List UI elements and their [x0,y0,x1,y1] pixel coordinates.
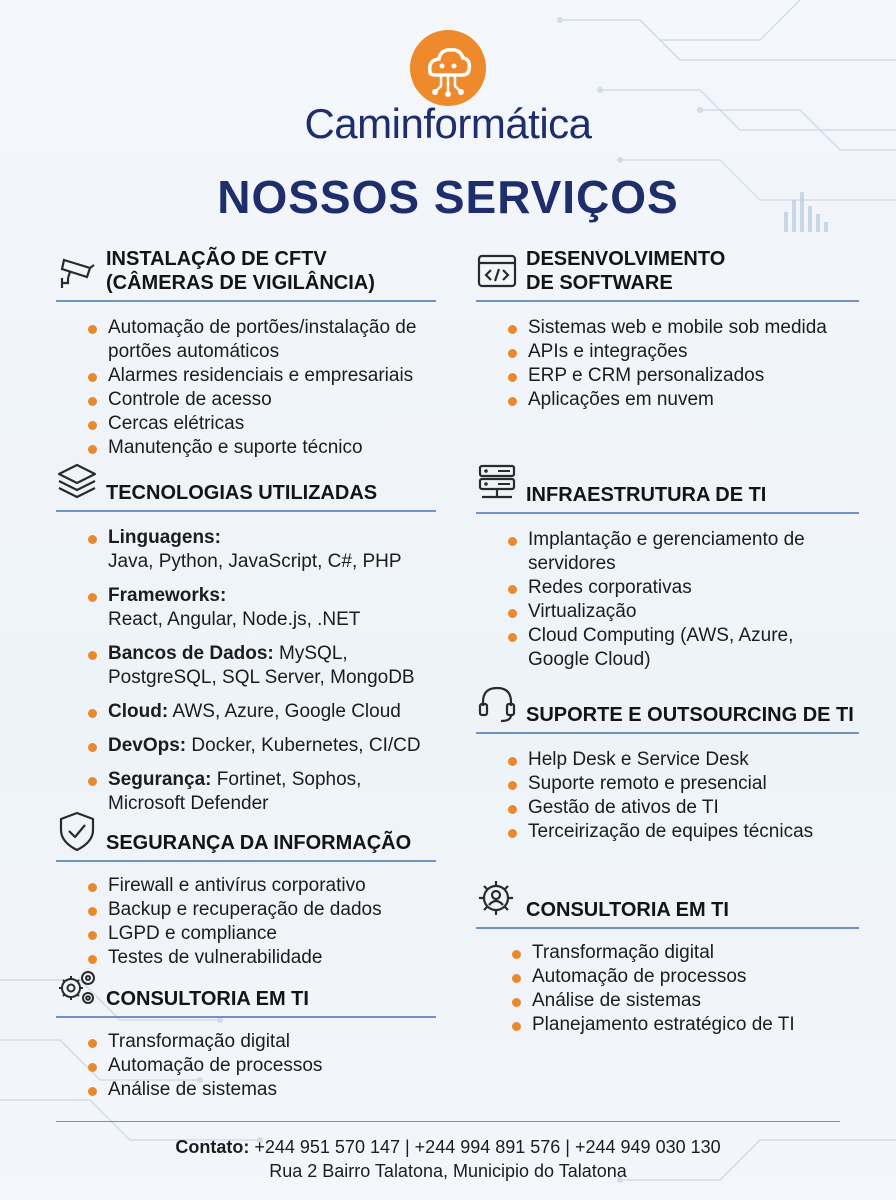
technology-list [56,526,433,816]
list-item: Virtualização [508,600,838,624]
section-title: TECNOLOGIAS UTILIZADAS [106,482,378,504]
cloud-circuit-logo-icon [408,28,488,108]
list-item: Automação de processos [512,965,859,989]
gear-person-icon [476,877,518,919]
layers-icon [56,460,98,502]
list-item: Bancos de Dados: MySQL, PostgreSQL, SQL Server, MongoDB [88,642,433,690]
list-item: Firewall e antivírus corporativo [88,874,436,898]
section-header [476,458,859,514]
shield-check-icon [56,810,98,852]
service-list [476,528,838,672]
code-window-icon [476,250,518,292]
list-item: Frameworks: React, Angular, Node.js, .NET [88,584,433,632]
section-cftv [56,246,436,460]
list-item: Cloud Computing (AWS, Azure, Google Cloud) [508,624,838,672]
list-item: Linguagens: Java, Python, JavaScript, C#, PHP [88,526,433,574]
section-suporte [476,678,859,844]
service-list [476,941,859,1037]
list-item: Análise de sistemas [512,989,859,1013]
section-software [476,246,859,412]
list-item: Cercas elétricas [88,412,436,436]
section-title: CONSULTORIA EM TI [106,988,309,1010]
page-title: NOSSOS SERVIÇOS [217,171,679,223]
service-list [476,748,859,844]
list-item: Redes corporativas [508,576,838,600]
section-header [56,806,436,862]
section-header [56,246,436,302]
footer-divider [56,1121,840,1122]
service-list [56,1030,436,1102]
list-item: LGPD e compliance [88,922,436,946]
list-item: ERP e CRM personalizados [508,364,859,388]
list-item: Automação de processos [88,1054,436,1078]
server-rack-icon [476,462,518,504]
list-item: Sistemas web e mobile sob medida [508,316,859,340]
list-item: Alarmes residenciais e empresariais [88,364,436,388]
list-item: Suporte remoto e presencial [508,772,859,796]
section-header [476,873,859,929]
section-header [56,962,436,1018]
list-item: Terceirização de equipes técnicas [508,820,859,844]
list-item: Automação de portões/instalação de portões automáticos [88,316,436,364]
list-item: Planejamento estratégico de TI [512,1013,859,1037]
list-item: Gestão de ativos de TI [508,796,859,820]
gears-icon [56,966,98,1008]
section-infraestrutura [476,458,859,672]
list-item: Análise de sistemas [88,1078,436,1102]
list-item: Controle de acesso [88,388,436,412]
section-title: SUPORTE E OUTSOURCING DE TI [526,704,854,726]
list-item: Testes de vulnerabilidade [88,946,436,970]
section-title: INSTALAÇÃO DE CFTV (CÂMERAS DE VIGILÂNCIA) [106,248,375,294]
section-consultoria-left [56,962,436,1102]
address-line: Rua 2 Bairro Talatona, Municipio do Talatona [269,1161,627,1181]
list-item: Cloud: AWS, Azure, Google Cloud [88,700,433,724]
brand-name: Caminformática [304,100,592,147]
service-list [56,316,436,460]
service-list [56,874,436,970]
list-item: Aplicações em nuvem [508,388,859,412]
section-header [56,456,436,512]
section-title: CONSULTORIA EM TI [526,899,729,921]
list-item: Backup e recuperação de dados [88,898,436,922]
section-header [476,246,859,302]
section-header [476,678,859,734]
section-title: SEGURANÇA DA INFORMAÇÃO [106,832,412,854]
contact-line: Contato: +244 951 570 147 | +244 994 891 576 | +244 949 030 130 [175,1137,721,1157]
service-list [476,316,859,412]
section-title: DESENVOLVIMENTO DE SOFTWARE [526,248,726,294]
list-item: Segurança: Fortinet, Sophos, Microsoft Defender [88,768,433,816]
headset-icon [476,682,518,724]
list-item: Manutenção e suporte técnico [88,436,436,460]
list-item: DevOps: Docker, Kubernetes, CI/CD [88,734,433,758]
section-seguranca [56,806,436,970]
list-item: Help Desk e Service Desk [508,748,859,772]
list-item: Transformação digital [512,941,859,965]
list-item: APIs e integrações [508,340,859,364]
cctv-camera-icon [56,250,98,292]
section-title: INFRAESTRUTURA DE TI [526,484,767,506]
list-item: Implantação e gerenciamento de servidores [508,528,838,576]
section-consultoria-right [476,873,859,1037]
section-tecnologias [56,456,436,826]
list-item: Transformação digital [88,1030,436,1054]
